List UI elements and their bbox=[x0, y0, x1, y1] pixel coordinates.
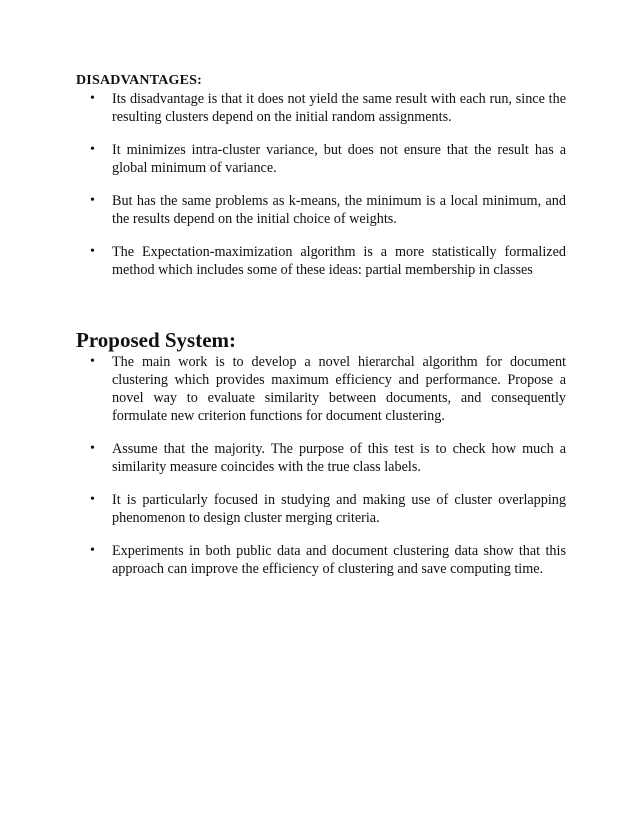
bullet-icon: • bbox=[90, 354, 95, 369]
list-item bbox=[76, 353, 566, 425]
list-item-text: The main work is to develop a novel hierarchal algorithm for document clustering which provides maximum efficiency and performance. Propose a novel way to evaluate similarity between documents, and consequently formulate new criterion functions for document clustering. bbox=[112, 354, 566, 424]
list-item-text: It is particularly focused in studying and making use of cluster overlapping phenomenon to design cluster merging criteria. bbox=[112, 492, 566, 526]
list-item-text: Experiments in both public data and document clustering data show that this approach can improve the efficiency of clustering and save computing time. bbox=[112, 543, 566, 577]
bullet-icon: • bbox=[90, 142, 95, 157]
disadvantages-list bbox=[76, 90, 566, 279]
disadvantages-heading: DISADVANTAGES: bbox=[76, 73, 202, 88]
list-item-text: The Expectation-maximization algorithm is a more statistically formalized method which includes some of these ideas: partial membership in classes bbox=[112, 244, 566, 278]
list-item bbox=[76, 243, 566, 279]
list-item bbox=[76, 90, 566, 126]
bullet-icon: • bbox=[90, 441, 95, 456]
list-item-text: Its disadvantage is that it does not yield the same result with each run, since the resulting clusters depend on the initial random assignments. bbox=[112, 91, 566, 125]
list-item-text: Assume that the majority. The purpose of this test is to check how much a similarity measure coincides with the true class labels. bbox=[112, 441, 566, 475]
list-item bbox=[76, 440, 566, 476]
list-item bbox=[76, 192, 566, 228]
bullet-icon: • bbox=[90, 244, 95, 259]
proposed-system-section bbox=[76, 327, 566, 578]
disadvantages-section bbox=[76, 72, 566, 279]
bullet-icon: • bbox=[90, 91, 95, 106]
list-item-text: But has the same problems as k-means, the minimum is a local minimum, and the results depend on the initial choice of weights. bbox=[112, 193, 566, 227]
proposed-system-list bbox=[76, 353, 566, 578]
list-item bbox=[76, 542, 566, 578]
bullet-icon: • bbox=[90, 543, 95, 558]
bullet-icon: • bbox=[90, 492, 95, 507]
list-item bbox=[76, 141, 566, 177]
bullet-icon: • bbox=[90, 193, 95, 208]
list-item-text: It minimizes intra-cluster variance, but does not ensure that the result has a global minimum of variance. bbox=[112, 142, 566, 176]
list-item bbox=[76, 491, 566, 527]
proposed-system-heading: Proposed System: bbox=[76, 328, 237, 352]
